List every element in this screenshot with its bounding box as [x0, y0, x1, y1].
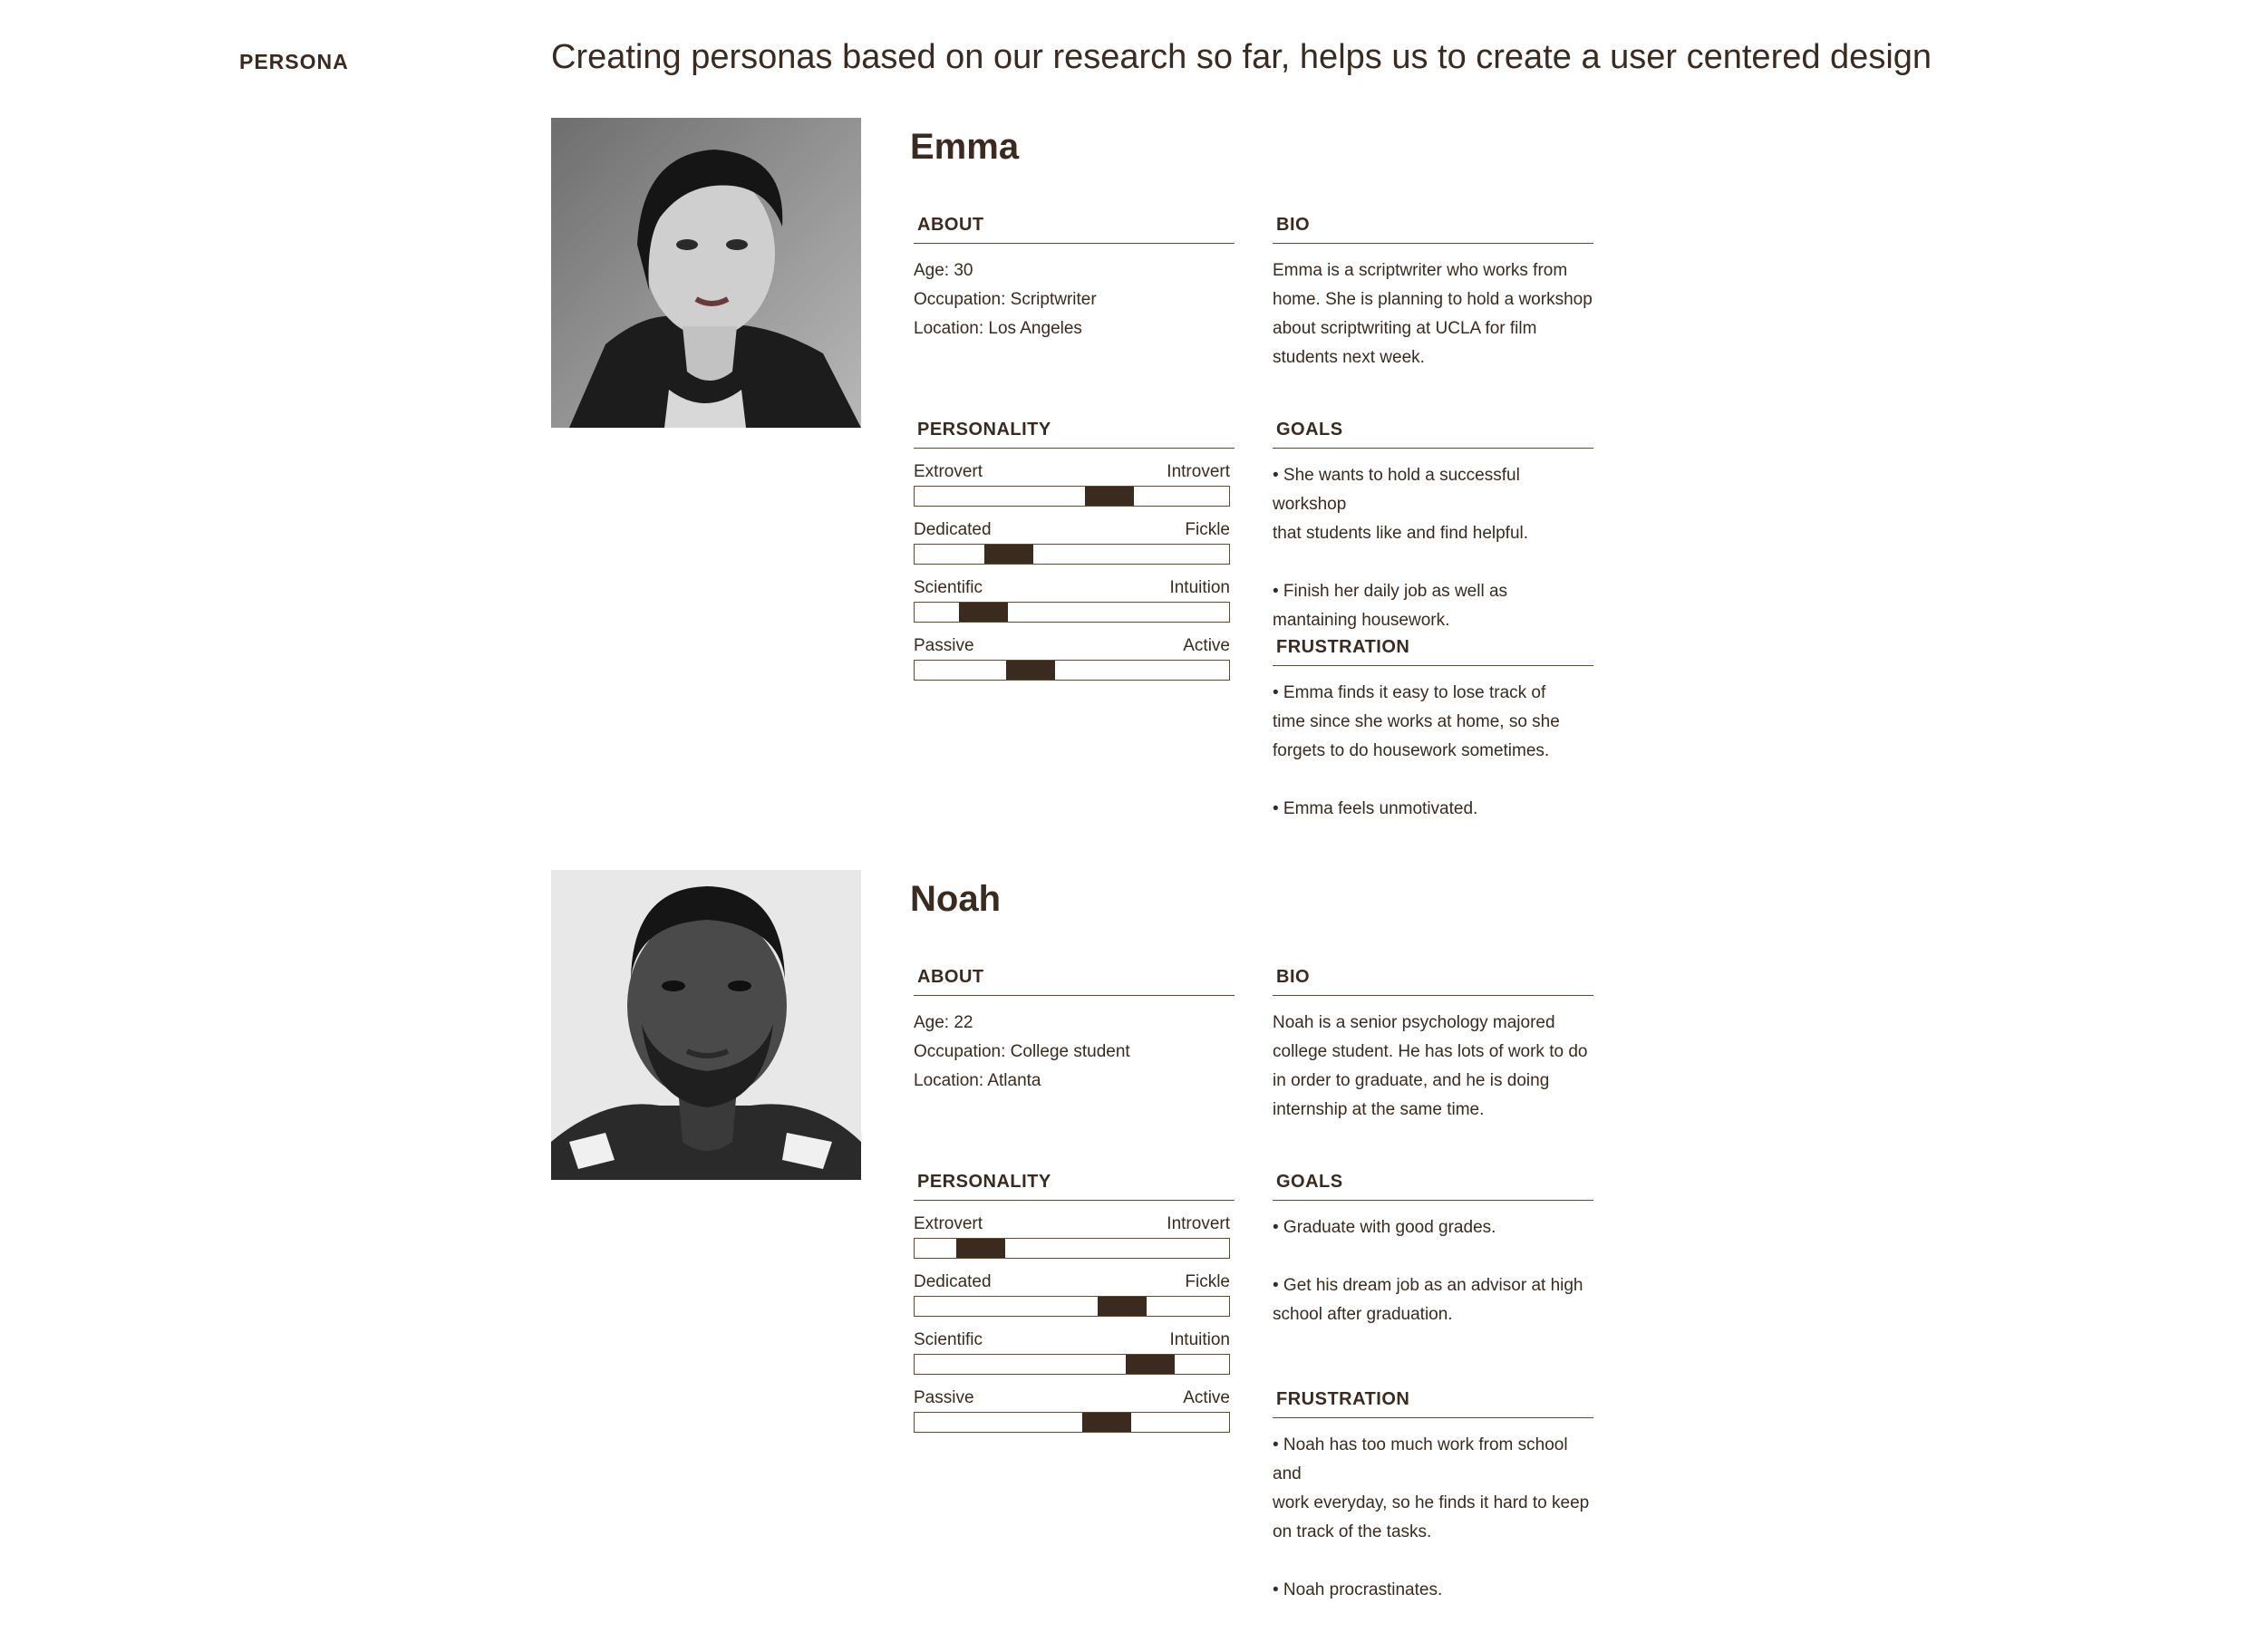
bio-line: students next week. — [1273, 348, 1425, 367]
trait-track — [914, 1238, 1230, 1259]
trait-slider-scientific-intuition — [914, 577, 1230, 623]
trait-left-label: Dedicated — [914, 520, 992, 539]
about-section — [914, 212, 1235, 343]
bullet-line: forgets to do housework sometimes. — [1273, 741, 1550, 760]
about-line: Location: Atlanta — [914, 1071, 1041, 1090]
trait-slider-scientific-intuition — [914, 1329, 1230, 1375]
trait-track — [914, 1412, 1230, 1433]
page-headline: Creating personas based on our research so far, helps us to create a user centered design — [551, 38, 1932, 76]
frustration-title: FRUSTRATION — [1276, 637, 1410, 657]
persona-name: Emma — [910, 127, 1020, 167]
about-divider — [914, 243, 1235, 244]
goals-list — [1273, 1213, 1593, 1329]
goals-title: GOALS — [1276, 420, 1343, 440]
frustration-item — [1273, 795, 1593, 824]
about-lines — [914, 256, 1235, 343]
trait-left-label: Dedicated — [914, 1272, 992, 1291]
trait-labels — [914, 519, 1230, 541]
goals-divider — [1273, 1200, 1593, 1201]
personality-divider — [914, 1200, 1235, 1201]
bullet-line: • Get his dream job as an advisor at high — [1273, 1276, 1583, 1295]
frustration-list — [1273, 679, 1593, 824]
about-divider — [914, 995, 1235, 996]
goals-section — [1273, 417, 1593, 635]
trait-track — [914, 660, 1230, 681]
persona-card-noah — [0, 870, 2266, 1613]
trait-track — [914, 544, 1230, 565]
bullet-line: school after graduation. — [1273, 1305, 1453, 1324]
trait-right-label: Introvert — [1167, 462, 1230, 481]
trait-slider-dedicated-fickle — [914, 1271, 1230, 1317]
about-line: Occupation: College student — [914, 1042, 1130, 1061]
bio-section — [1273, 212, 1593, 372]
trait-left-label: Scientific — [914, 1330, 983, 1349]
frustration-list — [1273, 1431, 1593, 1605]
trait-right-label: Intuition — [1169, 1330, 1230, 1349]
trait-marker — [984, 545, 1033, 564]
trait-slider-dedicated-fickle — [914, 519, 1230, 565]
bio-line: Emma is a scriptwriter who works from — [1273, 261, 1568, 280]
bullet-line: • She wants to hold a successful workshop — [1273, 466, 1520, 514]
section-label: PERSONA — [239, 50, 349, 73]
trait-right-label: Fickle — [1185, 520, 1230, 539]
bio-line: Noah is a senior psychology majored — [1273, 1013, 1555, 1032]
bio-title: BIO — [1276, 215, 1311, 235]
bullet-line: • Noah procrastinates. — [1273, 1580, 1443, 1599]
trait-left-label: Scientific — [914, 578, 983, 597]
goal-item — [1273, 577, 1593, 635]
frustration-divider — [1273, 665, 1593, 666]
trait-labels — [914, 1213, 1230, 1235]
frustration-item — [1273, 679, 1593, 766]
bio-divider — [1273, 995, 1593, 996]
personality-section — [914, 417, 1235, 693]
trait-slider-extrovert-introvert — [914, 1213, 1230, 1259]
bullet-line: • Emma finds it easy to lose track of — [1273, 683, 1546, 702]
trait-slider-passive-active — [914, 1387, 1230, 1433]
bio-line: internship at the same time. — [1273, 1100, 1485, 1119]
frustration-section — [1273, 1386, 1593, 1605]
persona-card-emma — [0, 118, 2266, 861]
trait-marker — [1098, 1297, 1147, 1316]
bio-title: BIO — [1276, 967, 1311, 987]
trait-left-label: Passive — [914, 1388, 974, 1407]
bullet-line: work everyday, so he finds it hard to keep — [1273, 1493, 1590, 1512]
trait-marker — [956, 1239, 1005, 1258]
frustration-title: FRUSTRATION — [1276, 1389, 1410, 1409]
trait-slider-extrovert-introvert — [914, 461, 1230, 507]
goals-title: GOALS — [1276, 1172, 1343, 1192]
goal-item — [1273, 1213, 1593, 1242]
personality-title: PERSONALITY — [917, 420, 1051, 440]
trait-track — [914, 602, 1230, 623]
about-line: Age: 30 — [914, 261, 973, 280]
bullet-line: • Noah has too much work from school and — [1273, 1435, 1568, 1483]
frustration-section — [1273, 634, 1593, 824]
trait-track — [914, 1354, 1230, 1375]
trait-right-label: Active — [1183, 636, 1230, 655]
about-line: Age: 22 — [914, 1013, 973, 1032]
frustration-item — [1273, 1576, 1593, 1605]
trait-right-label: Fickle — [1185, 1272, 1230, 1291]
trait-right-label: Intuition — [1169, 578, 1230, 597]
about-section — [914, 964, 1235, 1096]
trait-labels — [914, 1387, 1230, 1409]
trait-marker — [1126, 1355, 1175, 1374]
personality-divider — [914, 448, 1235, 449]
trait-track — [914, 1296, 1230, 1317]
bio-text — [1273, 1009, 1593, 1125]
bullet-line: on track of the tasks. — [1273, 1522, 1432, 1541]
bio-line: about scriptwriting at UCLA for film — [1273, 319, 1537, 338]
trait-right-label: Active — [1183, 1388, 1230, 1407]
trait-labels — [914, 1271, 1230, 1293]
bullet-gap — [1273, 1242, 1593, 1271]
trait-marker — [1006, 661, 1055, 680]
goal-item — [1273, 1271, 1593, 1329]
bio-line: home. She is planning to hold a workshop — [1273, 290, 1593, 309]
frustration-item — [1273, 1431, 1593, 1547]
about-title: ABOUT — [917, 967, 984, 987]
about-line: Location: Los Angeles — [914, 319, 1082, 338]
bio-line: college student. He has lots of work to do — [1273, 1042, 1588, 1061]
about-title: ABOUT — [917, 215, 984, 235]
bio-divider — [1273, 243, 1593, 244]
trait-marker — [1082, 1413, 1131, 1432]
trait-left-label: Extrovert — [914, 1214, 983, 1233]
persona-photo — [551, 118, 861, 428]
bullet-line: time since she works at home, so she — [1273, 712, 1560, 731]
bullet-line: that students like and find helpful. — [1273, 524, 1529, 543]
bullet-line: mantaining housework. — [1273, 611, 1450, 630]
trait-track — [914, 486, 1230, 507]
goal-item — [1273, 461, 1593, 548]
bullet-gap — [1273, 766, 1593, 795]
trait-labels — [914, 635, 1230, 657]
personality-title: PERSONALITY — [917, 1172, 1051, 1192]
trait-labels — [914, 1329, 1230, 1351]
bullet-gap — [1273, 1547, 1593, 1576]
bullet-line: • Finish her daily job as well as — [1273, 582, 1508, 601]
goals-list — [1273, 461, 1593, 635]
trait-marker — [959, 603, 1008, 622]
trait-right-label: Introvert — [1167, 1214, 1230, 1233]
trait-list — [914, 461, 1235, 681]
personality-section — [914, 1169, 1235, 1445]
persona-name: Noah — [910, 879, 1001, 919]
bullet-line: • Emma feels unmotivated. — [1273, 799, 1478, 818]
goals-divider — [1273, 448, 1593, 449]
bio-line: in order to graduate, and he is doing — [1273, 1071, 1550, 1090]
trait-slider-passive-active — [914, 635, 1230, 681]
bullet-gap — [1273, 548, 1593, 577]
trait-labels — [914, 461, 1230, 483]
trait-marker — [1085, 487, 1134, 506]
trait-left-label: Passive — [914, 636, 974, 655]
bio-section — [1273, 964, 1593, 1125]
about-line: Occupation: Scriptwriter — [914, 290, 1097, 309]
goals-section — [1273, 1169, 1593, 1329]
persona-photo — [551, 870, 861, 1180]
trait-labels — [914, 577, 1230, 599]
about-lines — [914, 1009, 1235, 1096]
bio-text — [1273, 256, 1593, 372]
frustration-divider — [1273, 1417, 1593, 1418]
trait-list — [914, 1213, 1235, 1433]
trait-left-label: Extrovert — [914, 462, 983, 481]
bullet-line: • Graduate with good grades. — [1273, 1218, 1496, 1237]
